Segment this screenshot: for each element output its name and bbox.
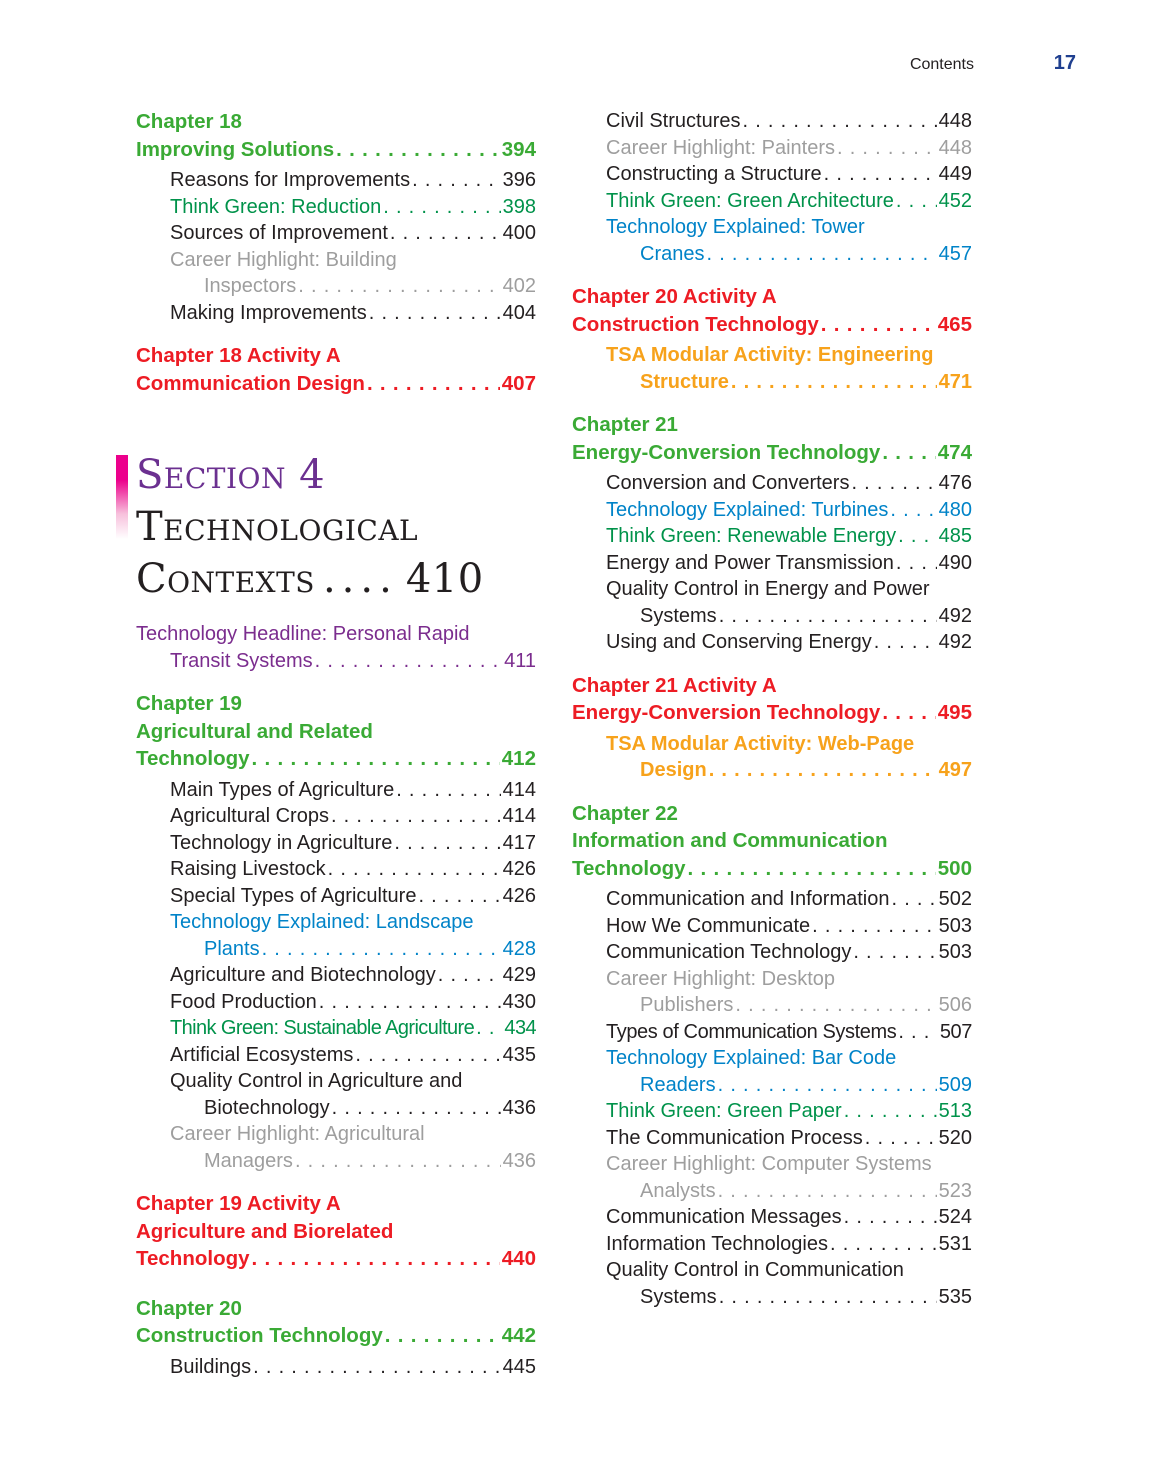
toc-entry[interactable]: Technology in Agriculture . . . 417 [136, 830, 536, 857]
chapter-18-label: Chapter 18 [136, 110, 242, 133]
chapter-18-activity-title[interactable]: Communication Design . . . 407 [136, 370, 536, 398]
toc-entry-tech-explained[interactable]: Technology Explained: Bar Code [606, 1047, 897, 1069]
toc-entry-tech-explained-cont[interactable]: Readers . . . 509 [572, 1072, 972, 1099]
toc-entry[interactable]: Quality Control in Communication [606, 1259, 904, 1281]
technology-headline[interactable]: Technology Headline: Personal Rapid [136, 623, 470, 645]
toc-entry-cont[interactable]: Systems . . . 535 [572, 1284, 972, 1311]
toc-entry[interactable]: Sources of Improvement . . . 400 [136, 220, 536, 247]
toc-entry[interactable]: Making Improvements . . . 404 [136, 300, 536, 327]
toc-entry[interactable]: Quality Control in Energy and Power [606, 578, 930, 600]
chapter-19-activity-label: Chapter 19 Activity A [136, 1192, 341, 1215]
chapter-19-activity-title[interactable]: Technology . . . 440 [136, 1245, 536, 1273]
toc-entry-career-highlight[interactable]: Career Highlight: Building [170, 248, 397, 271]
toc-right-column [572, 108, 972, 1310]
toc-entry-career-highlight-cont[interactable]: Inspectors . . . 402 [136, 273, 536, 300]
toc-entry-tech-explained-cont[interactable]: Plants . . . 428 [136, 936, 536, 963]
toc-entry[interactable]: Agriculture and Biotechnology . . . 429 [136, 962, 536, 989]
chapter-18-activity-label: Chapter 18 Activity A [136, 344, 341, 367]
toc-entry[interactable]: Information Technologies . . . 531 [572, 1231, 972, 1258]
toc-entry-think-green[interactable]: Think Green: Green Architecture . . . 452 [572, 188, 972, 215]
chapter-20-activity-title[interactable]: Construction Technology . . . 465 [572, 311, 972, 339]
chapter-21-label: Chapter 21 [572, 413, 678, 436]
toc-left-column [136, 108, 536, 1380]
page-header [676, 52, 1076, 76]
toc-entry[interactable]: Using and Conserving Energy . . . 492 [572, 629, 972, 656]
toc-entry-tech-explained[interactable]: Technology Explained: Landscape [170, 911, 474, 933]
toc-entry[interactable]: Artificial Ecosystems . . . 435 [136, 1042, 536, 1069]
chapter-21-activity-label: Chapter 21 Activity A [572, 673, 777, 697]
toc-entry[interactable]: Types of Communication Systems . . . 507 [572, 1019, 972, 1046]
chapter-22-title[interactable]: Technology . . . 500 [572, 855, 972, 883]
section-marker-bar [116, 455, 128, 539]
chapter-19-title[interactable]: Technology . . . 412 [136, 745, 536, 773]
section-number: Section 4 [136, 452, 326, 498]
chapter-20-activity-label: Chapter 20 Activity A [572, 285, 777, 308]
toc-entry[interactable]: Agricultural Crops . . . 414 [136, 803, 536, 830]
toc-entry[interactable]: Conversion and Converters . . . 476 [572, 470, 972, 497]
chapter-20-title[interactable]: Construction Technology . . . 442 [136, 1322, 536, 1350]
toc-entry-career-highlight[interactable]: Career Highlight: Desktop [606, 967, 835, 990]
toc-entry-think-green[interactable]: Think Green: Reduction . . . 398 [136, 194, 536, 221]
toc-entry[interactable]: Main Types of Agriculture . . . 414 [136, 777, 536, 804]
tsa-modular-activity-cont[interactable]: Structure . . . 471 [572, 369, 972, 396]
technology-headline-cont[interactable]: Transit Systems . . . 411 [136, 648, 536, 675]
page-number: 17 [1053, 52, 1076, 74]
toc-entry[interactable]: Buildings . . . 445 [136, 1354, 536, 1381]
toc-entry-career-highlight[interactable]: Career Highlight: Agricultural [170, 1123, 425, 1145]
toc-entry-think-green[interactable]: Think Green: Green Paper . . . 513 [572, 1098, 972, 1125]
section-4-heading[interactable] [136, 449, 536, 605]
toc-entry[interactable]: Raising Livestock . . . 426 [136, 856, 536, 883]
toc-entry-think-green[interactable]: Think Green: Renewable Energy . . . 485 [572, 523, 972, 550]
chapter-19-title-line1[interactable]: Agricultural and Related [136, 719, 373, 743]
toc-entry[interactable]: Energy and Power Transmission . . . 490 [572, 550, 972, 577]
tsa-modular-activity[interactable]: TSA Modular Activity: Web-Page [606, 732, 915, 755]
section-title-line2: Contexts .... 410 [136, 556, 484, 602]
tsa-modular-activity[interactable]: TSA Modular Activity: Engineering [606, 344, 934, 366]
chapter-22-title-line1[interactable]: Information and Communication [572, 829, 888, 852]
toc-entry-tech-explained[interactable]: Technology Explained: Tower [606, 216, 865, 238]
toc-entry-career-highlight[interactable]: Career Highlight: Painters . . . 448 [572, 135, 972, 162]
toc-entry-career-highlight[interactable]: Career Highlight: Computer Systems [606, 1153, 932, 1175]
chapter-22-label: Chapter 22 [572, 801, 678, 825]
toc-entry-tech-explained-cont[interactable]: Cranes . . . 457 [572, 241, 972, 268]
toc-entry[interactable]: How We Communicate . . . 503 [572, 913, 972, 940]
toc-entry[interactable]: Communication Messages . . . 524 [572, 1204, 972, 1231]
running-header-label: Contents [909, 56, 974, 73]
toc-entry-cont[interactable]: Systems . . . 492 [572, 603, 972, 630]
toc-entry-cont[interactable]: Biotechnology . . . 436 [136, 1095, 536, 1122]
chapter-19-activity-title-line1[interactable]: Agriculture and Biorelated [136, 1219, 394, 1243]
toc-entry[interactable]: Communication and Information . . . 502 [572, 886, 972, 913]
chapter-18-title[interactable]: Improving Solutions . . . 394 [136, 136, 536, 164]
toc-entry-tech-explained[interactable]: Technology Explained: Turbines . . . 480 [572, 497, 972, 524]
tsa-modular-activity-cont[interactable]: Design . . . 497 [572, 757, 972, 784]
toc-entry[interactable]: Special Types of Agriculture . . . 426 [136, 883, 536, 910]
toc-entry[interactable]: Quality Control in Agriculture and [170, 1070, 463, 1092]
toc-entry[interactable]: Civil Structures . . . 448 [572, 108, 972, 135]
toc-entry[interactable]: Communication Technology . . . 503 [572, 939, 972, 966]
chapter-21-activity-title[interactable]: Energy-Conversion Technology . . . 495 [572, 699, 972, 727]
chapter-21-title[interactable]: Energy-Conversion Technology . . . 474 [572, 439, 972, 467]
toc-entry[interactable]: Food Production . . . 430 [136, 989, 536, 1016]
toc-entry-career-highlight-cont[interactable]: Publishers . . . 506 [572, 992, 972, 1019]
toc-entry-career-highlight-cont[interactable]: Managers . . . 436 [136, 1148, 536, 1175]
section-title-line1: Technological [136, 504, 419, 550]
toc-entry[interactable]: Constructing a Structure . . . 449 [572, 161, 972, 188]
chapter-19-label: Chapter 19 [136, 692, 242, 715]
toc-entry-think-green[interactable]: Think Green: Sustainable Agriculture . . . 434 [136, 1015, 536, 1042]
chapter-20-label: Chapter 20 [136, 1296, 242, 1320]
toc-entry[interactable]: Reasons for Improvements . . . 396 [136, 167, 536, 194]
toc-entry[interactable]: The Communication Process . . . 520 [572, 1125, 972, 1152]
toc-entry-career-highlight-cont[interactable]: Analysts . . . 523 [572, 1178, 972, 1205]
